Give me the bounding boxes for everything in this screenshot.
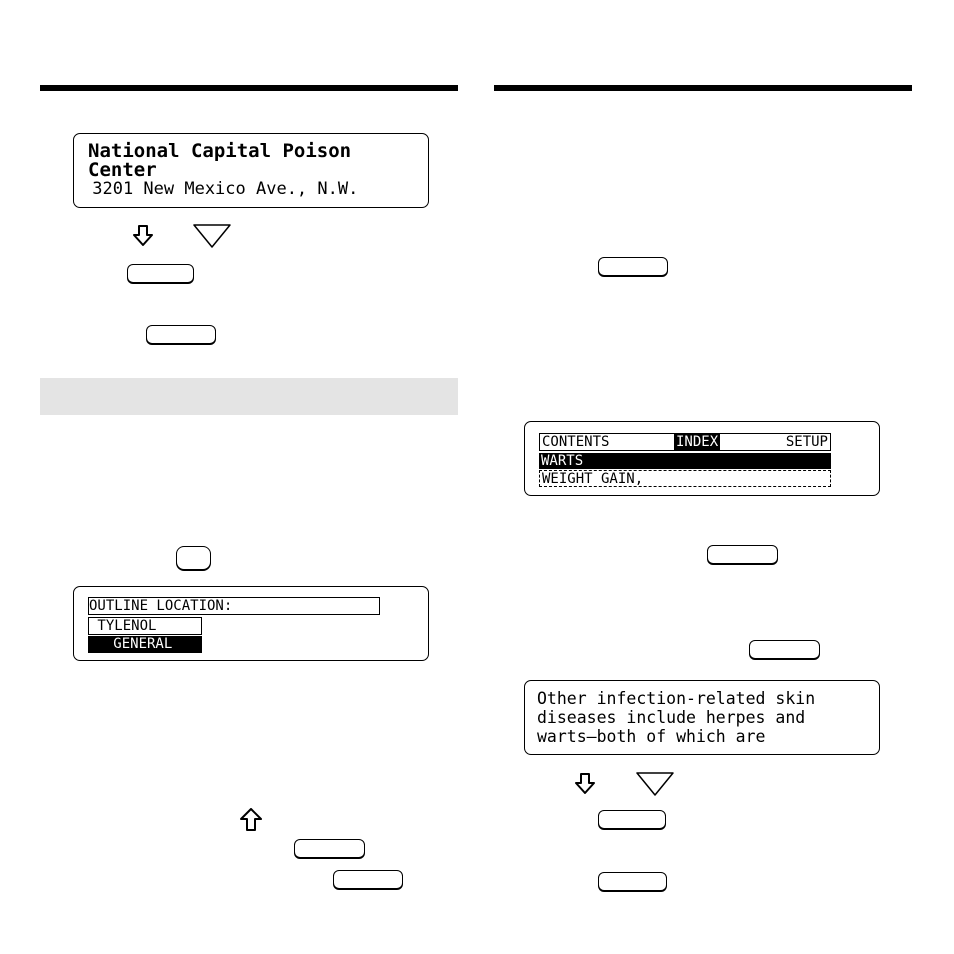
address-line-1: National Capital Poison	[88, 140, 352, 162]
key-button-6[interactable]	[707, 545, 778, 564]
outline-title: OUTLINE LOCATION:	[88, 597, 380, 615]
text-line-3: warts—both of which are	[537, 727, 766, 746]
outline-item-tylenol[interactable]: TYLENOL	[88, 617, 202, 635]
key-button-small[interactable]	[176, 546, 211, 570]
tab-setup[interactable]: SETUP	[785, 434, 828, 450]
down-triangle-icon	[193, 224, 231, 248]
tab-index[interactable]: INDEX	[676, 434, 719, 450]
left-header-rule	[40, 85, 458, 91]
key-button-2[interactable]	[146, 325, 216, 344]
up-arrow-icon	[240, 808, 262, 832]
index-tab-bar	[539, 433, 831, 451]
key-button-1[interactable]	[127, 264, 194, 283]
key-button-9[interactable]	[598, 872, 667, 891]
down-triangle-icon	[636, 772, 674, 796]
key-button-3[interactable]	[294, 839, 365, 858]
lcd-text-screen	[524, 680, 880, 755]
index-row-next[interactable]: WEIGHT GAIN,	[539, 470, 831, 487]
down-arrow-icon	[575, 773, 595, 795]
down-arrow-icon	[133, 225, 153, 247]
key-button-5[interactable]	[598, 257, 668, 276]
section-heading-band	[40, 378, 458, 415]
address-line-2: Center	[88, 159, 157, 181]
lcd-address-screen	[73, 133, 429, 208]
text-line-2: diseases include herpes and	[537, 708, 806, 727]
address-line-3: 3201 New Mexico Ave., N.W.	[82, 179, 359, 199]
lcd-outline-screen	[73, 586, 429, 661]
index-row-selected[interactable]: WARTS	[539, 453, 831, 469]
lcd-index-screen	[524, 421, 880, 496]
key-button-7[interactable]	[749, 640, 820, 659]
outline-item-general[interactable]: GENERAL	[88, 636, 202, 653]
key-button-4[interactable]	[333, 870, 403, 889]
right-header-rule	[494, 85, 912, 91]
tab-contents[interactable]: CONTENTS	[542, 434, 610, 450]
text-line-1: Other infection-related skin	[537, 689, 816, 708]
key-button-8[interactable]	[598, 810, 666, 829]
